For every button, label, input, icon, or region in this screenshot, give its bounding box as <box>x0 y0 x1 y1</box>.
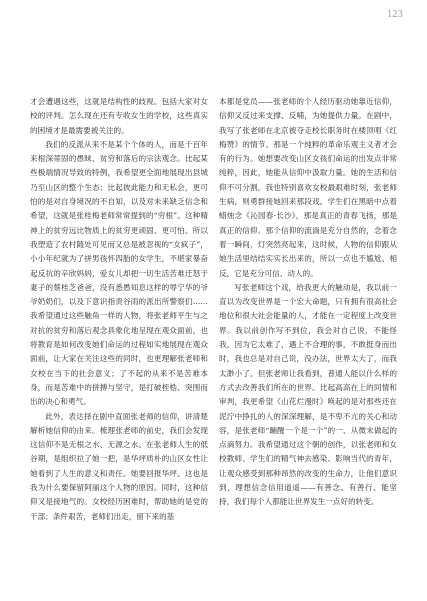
paragraph: 才会遭遇这些，这就是结构性的歧视。包括大家对女校的评判。怎么现在还有专收女生的学校，这些真实的困境才是最需要被关注的。 <box>30 97 208 135</box>
paragraph: 本都是党员——张老师的个人经历驱动她靠近信仰，信仰又反过来支撑、反哺，为她提供力量。在剧中，我写了张老师在北京被夺走校长职务时在楼顶唱《红梅赞》的情节。那是一个纯粹的革命乐观主义者才会有的行为。她想要改变山区女孩们命运的出发点非常纯粹，因此，她能从信仰中汲取力量。她的生活和信仰不可分割。我也特别喜欢女校最艰难时刻，张老师生病，则勇群接她回来那段戏。学生们在黑暗中点着蜡烛念《沁园春·长沙》，那是真正的青春飞扬，那是真正的信仰。那个信仰的流淌是充分自然的，念着念着一瞬间，灯突然亮起来，这时候，人物的信仰跟从她生活里结结实实长出来的，所以一点也不尴尬、相反，它是充分可信、动人的。 <box>219 97 397 278</box>
left-text-column <box>30 95 208 524</box>
page-number: 123 <box>387 9 403 20</box>
paragraph: 写张老师这个戏，给我更大的触动是，我以前一直以为改变世界是一个宏大命题，只有拥有很高社会地位和很大社会能量的人，才能在一定程度上改变世界。我以前创作写不到位，我会对自己说，不能怪我，因为它太难了，遇上不合理的事，不敢挺身而出时，我也总是对自己说，没办法，世界太大了，而我太渺小了。但张老师让我看到，普通人能以什么样的方式去改善我们所在的世界。比起高高在上的同情和审判，我更希望《山花烂漫时》唤起的是对那些还在泥泞中挣扎的人的深深理解，是不卑不亢的关心和动容，是张老师“蹦醒一个是一个”的一、从微末做起的点滴努力。我希望通过这个朝的创作，以张老师和女校教师、学生们的精气神去感染、影响当代的青年，让观众感受到那种昂然的改变的生命力，让他们意识到，理想信念信用道遥——有善念、有善行、能坚持，我们每个人都能让世界发生一点好的转变。 <box>219 282 397 507</box>
right-text-column <box>219 95 397 510</box>
paragraph: 我们的反派从来不是某个个体的人，而是千百年来根深蒂固的愚昧、贫穷和落后的宗法观念。比起某些极端情况导致的特例，我希望更全面地展现出县城乃至山区的整个生态；比起彼此能力和无私会，更可怕的是对自身境况的不自知，以及对未来缺乏信念和希望，这就是张桂梅老师常常提到的“穷根”。这种精神上的贫穷远比物质上的贫穷更顽固、更可怕。所以我塑造了农村随处可见而又总是被忽视的“女疯子”，小小年纪就为了拼男孩怀四胎的女学生，不堪家暴奋起反抗的辛欣妈妈，爱女儿却把一切生活苦难迁怒于妻子的蔡桂芝爸爸，没有悉愚知息这样的辱宁华的爷爷奶奶们，以及下意识指责谷雨的派出所警察们……我希望通过这些触角一样的人物，将张老师平生与之对抗的贫穷和落后观念具象化地呈现在观众面前，也将教育是如何改变她们命运的过程如实地展现在观众面前，让大家在关注这些的同时，也更理解张老师和女校在当下的社会意义；了不起的从来不是苦难本身，而是苦难中的拼搏与坚守，是打破桎梏、突围而出的决心和勇气。 <box>30 139 208 407</box>
paragraph: 此外，表达择在剧中直面张老师的信仰，讲清楚解析她信仰的由来。梳理张老师的前史，我们会发现这信仰不是无根之水、无源之水。在张老师人生的低谷期，是组织拉了她一把，是华坪质朴的山区女性让她看到了人生的意义和责任。她要回报华坪。这也是我为什么要保留阿丽这个人物的原因。同时，这种信仰又是接地气的。女校经历困难时，帮助她的是党的干部；条件艰苦，老师们出走，留下来的基 <box>30 411 208 521</box>
